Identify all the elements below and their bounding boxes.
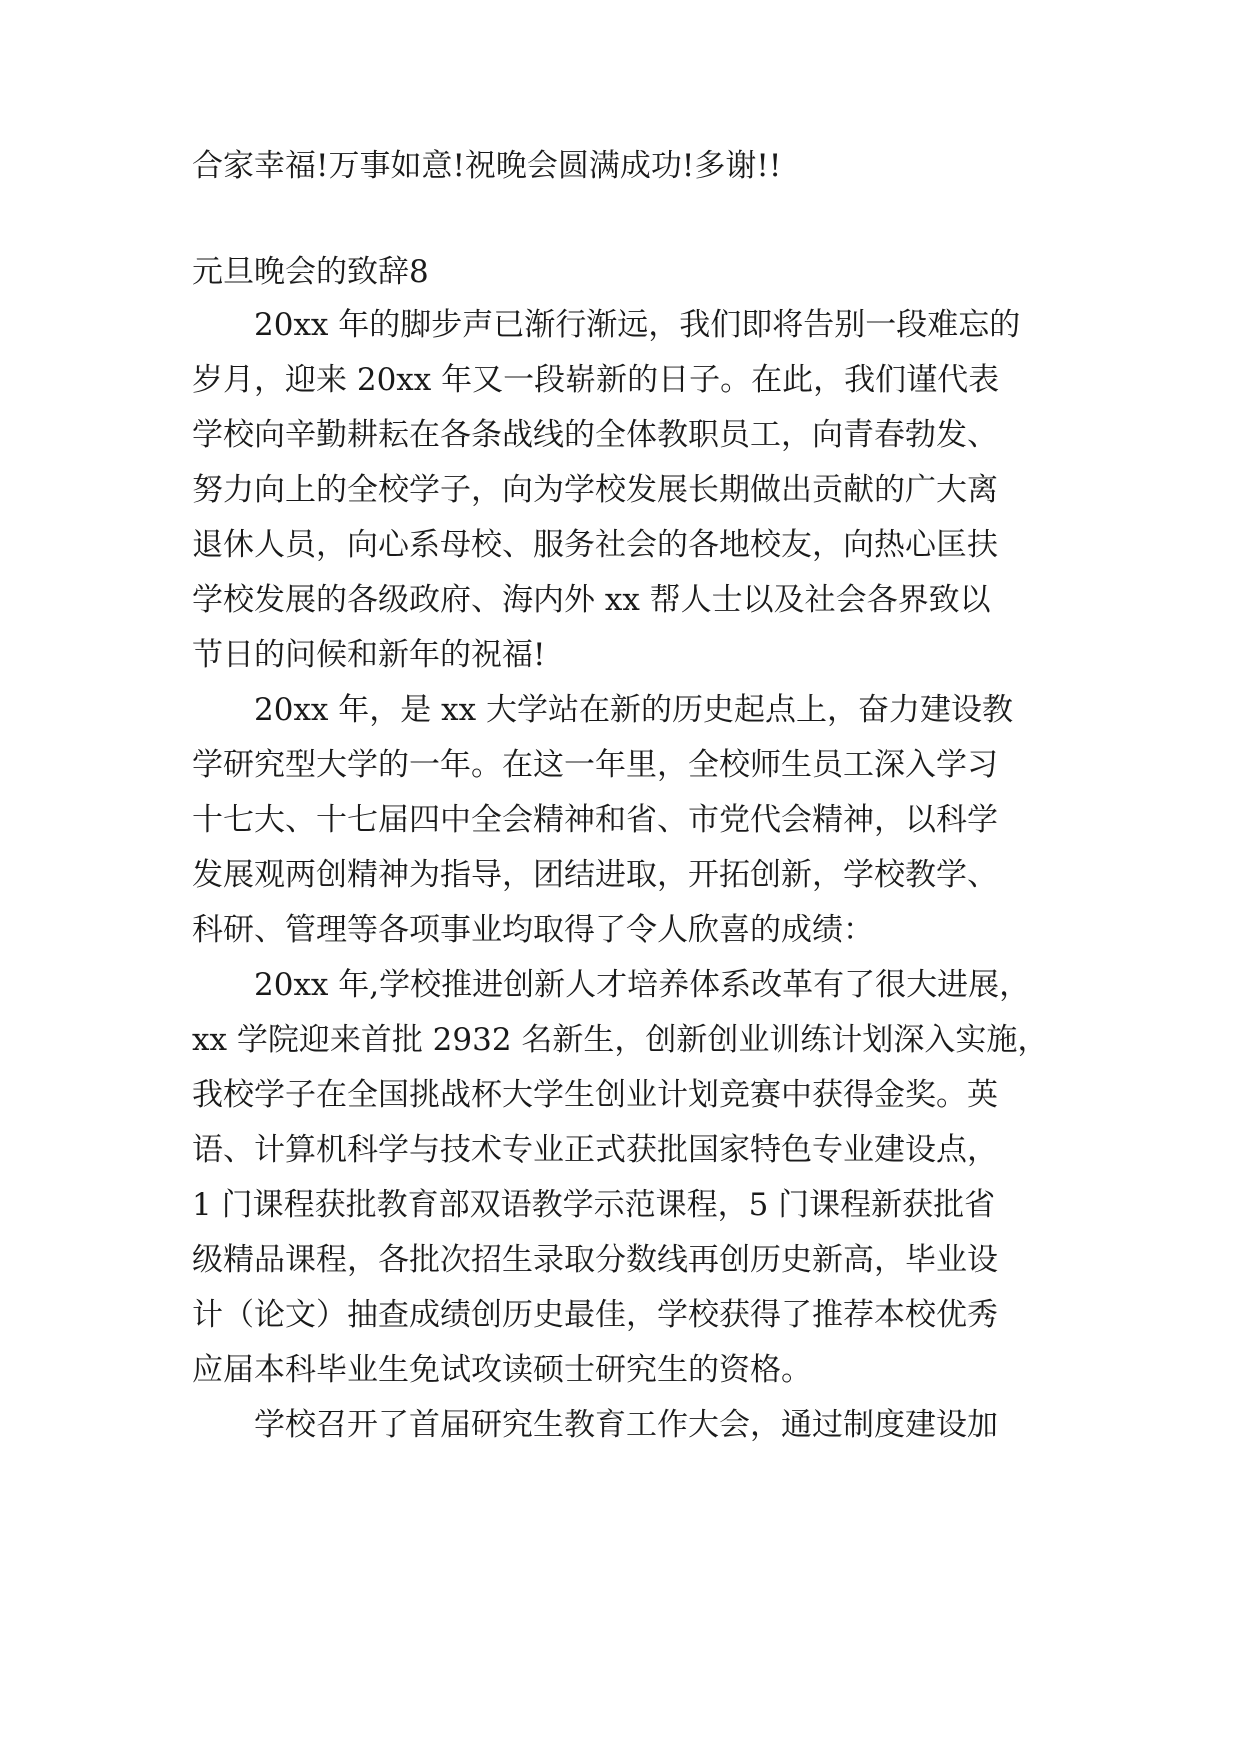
- paragraph-4-line-1: 学校召开了首届研究生教育工作大会，通过制度建设加: [254, 1407, 998, 1443]
- paragraph-3-line-1: 20xx 年,学校推进创新人才培养体系改革有了很大进展，: [254, 967, 1031, 1003]
- paragraph-3-line-4: 语、计算机科学与技术专业正式获批国家特色专业建设点，: [192, 1132, 998, 1168]
- paragraph-3-line-8: 应届本科毕业生免试攻读硕士研究生的资格。: [192, 1352, 812, 1388]
- paragraph-1-line-2: 岁月，迎来 20xx 年又一段崭新的日子。在此，我们谨代表: [192, 362, 1000, 398]
- paragraph-1-line-3: 学校向辛勤耕耘在各条战线的全体教职员工，向青春勃发、: [192, 417, 998, 453]
- previous-closing-line: 合家幸福!万事如意!祝晚会圆满成功!多谢!!: [192, 148, 782, 184]
- section-title: 元旦晚会的致辞8: [192, 254, 429, 290]
- paragraph-1-line-5: 退休人员，向心系母校、服务社会的各地校友，向热心匡扶: [192, 527, 998, 563]
- paragraph-3-line-3: 我校学子在全国挑战杯大学生创业计划竞赛中获得金奖。英: [192, 1077, 998, 1113]
- paragraph-3-line-5: 1 门课程获批教育部双语教学示范课程，5 门课程新获批省: [192, 1187, 996, 1223]
- paragraph-1-line-1: 20xx 年的脚步声已渐行渐远，我们即将告别一段难忘的: [254, 307, 1021, 343]
- paragraph-1-line-7: 节日的问候和新年的祝福!: [192, 637, 546, 673]
- paragraph-1-line-6: 学校发展的各级政府、海内外 xx 帮人士以及社会各界致以: [192, 582, 991, 618]
- paragraph-2-line-5: 科研、管理等各项事业均取得了令人欣喜的成绩：: [192, 912, 874, 948]
- paragraph-2-line-2: 学研究型大学的一年。在这一年里，全校师生员工深入学习: [192, 747, 998, 783]
- paragraph-3-line-2: xx 学院迎来首批 2932 名新生，创新创业训练计划深入实施，: [192, 1022, 1049, 1058]
- paragraph-1-line-4: 努力向上的全校学子，向为学校发展长期做出贡献的广大离: [192, 472, 998, 508]
- paragraph-3-line-7: 计（论文）抽查成绩创历史最佳，学校获得了推荐本校优秀: [192, 1297, 998, 1333]
- paragraph-3-line-6: 级精品课程，各批次招生录取分数线再创历史新高，毕业设: [192, 1242, 998, 1278]
- paragraph-2-line-4: 发展观两创精神为指导，团结进取，开拓创新，学校教学、: [192, 857, 998, 893]
- paragraph-2-line-1: 20xx 年，是 xx 大学站在新的历史起点上，奋力建设教: [254, 692, 1013, 728]
- paragraph-2-line-3: 十七大、十七届四中全会精神和省、市党代会精神，以科学: [192, 802, 998, 838]
